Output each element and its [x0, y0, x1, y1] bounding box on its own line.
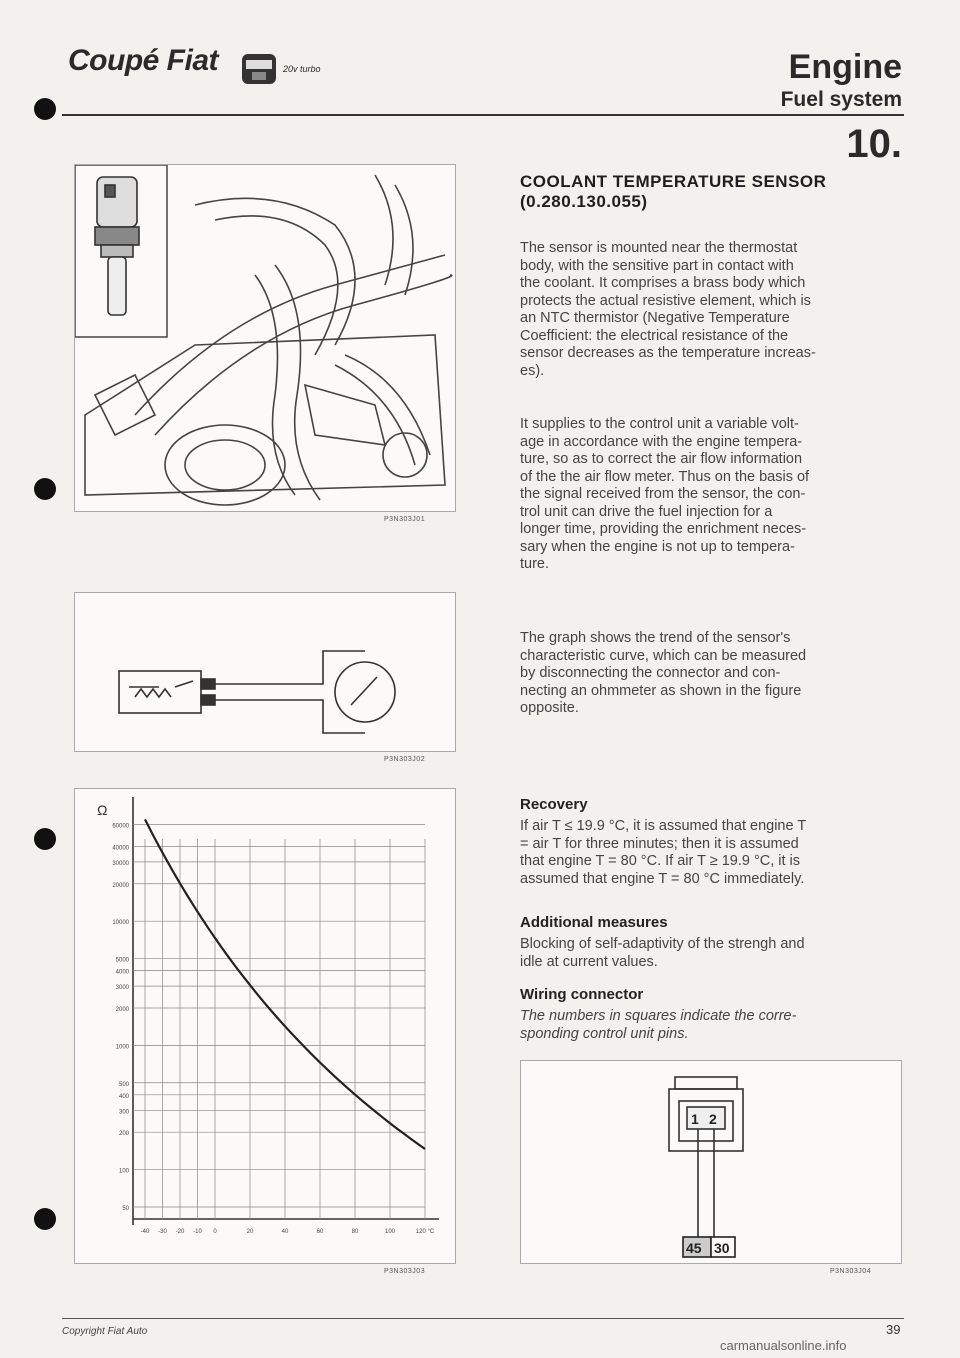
y-tick-label: 60000	[112, 823, 129, 830]
fiat-logo-icon	[240, 52, 278, 86]
x-tick-label: -10	[193, 1229, 202, 1235]
binder-hole	[34, 98, 56, 120]
figure-code: P3N303J02	[384, 756, 426, 763]
page-number: 39	[886, 1322, 901, 1337]
x-tick-label: 120 °C	[415, 1229, 435, 1235]
figure-code: P3N303J04	[830, 1268, 872, 1275]
ohmmeter-circuit-figure	[74, 592, 456, 752]
y-tick-label: 500	[118, 1081, 129, 1088]
article-title: COOLANT TEMPERATURE SENSOR	[520, 172, 827, 191]
y-tick-label: 4000	[115, 969, 129, 976]
control-unit-pin: 45	[686, 1240, 702, 1256]
y-tick-label: 20000	[112, 882, 129, 889]
section-subtitle: Fuel system	[780, 88, 902, 111]
y-tick-label: 2000	[115, 1006, 129, 1013]
connector-pin-label: 2	[709, 1111, 717, 1127]
binder-hole	[34, 478, 56, 500]
x-tick-label: -20	[175, 1229, 185, 1235]
watermark: carmanualsonline.info	[720, 1338, 847, 1353]
x-tick-label: 20	[246, 1229, 254, 1235]
y-tick-label: 3000	[115, 985, 129, 992]
recovery-heading: Recovery	[520, 796, 588, 813]
additional-measures-text: Blocking of self-adaptivity of the strengh and idle at current values.	[520, 936, 805, 970]
paragraph-description: The sensor is mounted near the thermostat body, with the sensitive part in contact with the coolant. It comprises a brass body which protects the actual resistive element, which is an NTC thermistor (Negative Temperature Coefficient: the electrical resistance of the sensor decreases as the temperature increas- es).	[520, 240, 816, 379]
y-tick-label: 30000	[112, 860, 129, 867]
connector-drawing	[521, 1061, 901, 1263]
x-tick-label: -30	[158, 1229, 167, 1235]
control-unit-pin: 30	[714, 1240, 730, 1256]
paragraph-function: It supplies to the control unit a variable volt- age in accordance with the engine tempera- ture, so as to correct the air flow information of the the air flow meter. Thus on the basis of the signal received from the sensor, the con- trol unit can drive the fuel injection for a longer time, providing the enrichment neces- sary when the engine is not up to tempera- ture.	[520, 416, 810, 572]
x-tick-label: -40	[140, 1229, 150, 1235]
wiring-connector-text: The numbers in squares indicate the corre- sponding control unit pins.	[520, 1008, 797, 1042]
wiring-connector-heading: Wiring connector	[520, 986, 644, 1003]
section-title: Engine	[788, 48, 902, 86]
brand-title: Coupé Fiat	[68, 44, 218, 77]
figure-code: P3N303J03	[384, 1268, 426, 1275]
graph-y-label: Ω	[97, 802, 108, 818]
paragraph-graph-note: The graph shows the trend of the sensor's characteristic curve, which can be measured by disconnecting the connector and con- necting an ohmmeter as shown in the figure opposite.	[520, 630, 807, 716]
ntc-graph-figure	[74, 788, 456, 1264]
x-tick-label: 60	[316, 1229, 324, 1235]
article-part-number: (0.280.130.055)	[520, 192, 648, 211]
additional-measures-heading: Additional measures	[520, 914, 668, 931]
figure-code: P3N303J01	[384, 516, 426, 523]
engine-bay-figure	[74, 164, 456, 512]
circuit-drawing	[75, 593, 455, 751]
ntc-characteristic-chart	[75, 789, 455, 1263]
brand-subtitle: 20v turbo	[283, 64, 321, 74]
y-tick-label: 100	[118, 1168, 129, 1175]
connector-pin-label: 1	[691, 1111, 699, 1127]
x-tick-label: 80	[351, 1229, 359, 1235]
header-rule	[62, 114, 904, 116]
binder-hole	[34, 828, 56, 850]
x-tick-label: 0	[213, 1229, 217, 1235]
binder-hole	[34, 1208, 56, 1230]
y-tick-label: 1000	[115, 1044, 129, 1051]
footer-rule	[62, 1318, 904, 1319]
x-tick-label: 100	[384, 1229, 396, 1235]
y-tick-label: 50	[122, 1205, 129, 1212]
y-tick-label: 300	[118, 1109, 129, 1116]
wiring-connector-figure	[520, 1060, 902, 1264]
copyright: Copyright Fiat Auto	[62, 1326, 148, 1337]
recovery-text: If air T ≤ 19.9 °C, it is assumed that engine T = air T for three minutes; then it is assumed that engine T = 80 °C. If air T ≥ 19.9 °C, it is assumed that engine T = 80 °C immediately.	[520, 818, 807, 887]
y-tick-label: 10000	[112, 920, 129, 927]
y-tick-label: 200	[118, 1131, 129, 1138]
y-tick-label: 400	[118, 1093, 129, 1100]
x-tick-label: 40	[281, 1229, 289, 1235]
y-tick-label: 40000	[112, 845, 129, 852]
y-tick-label: 5000	[115, 957, 129, 964]
section-number: 10.	[846, 122, 902, 166]
engine-bay-drawing	[75, 165, 455, 511]
